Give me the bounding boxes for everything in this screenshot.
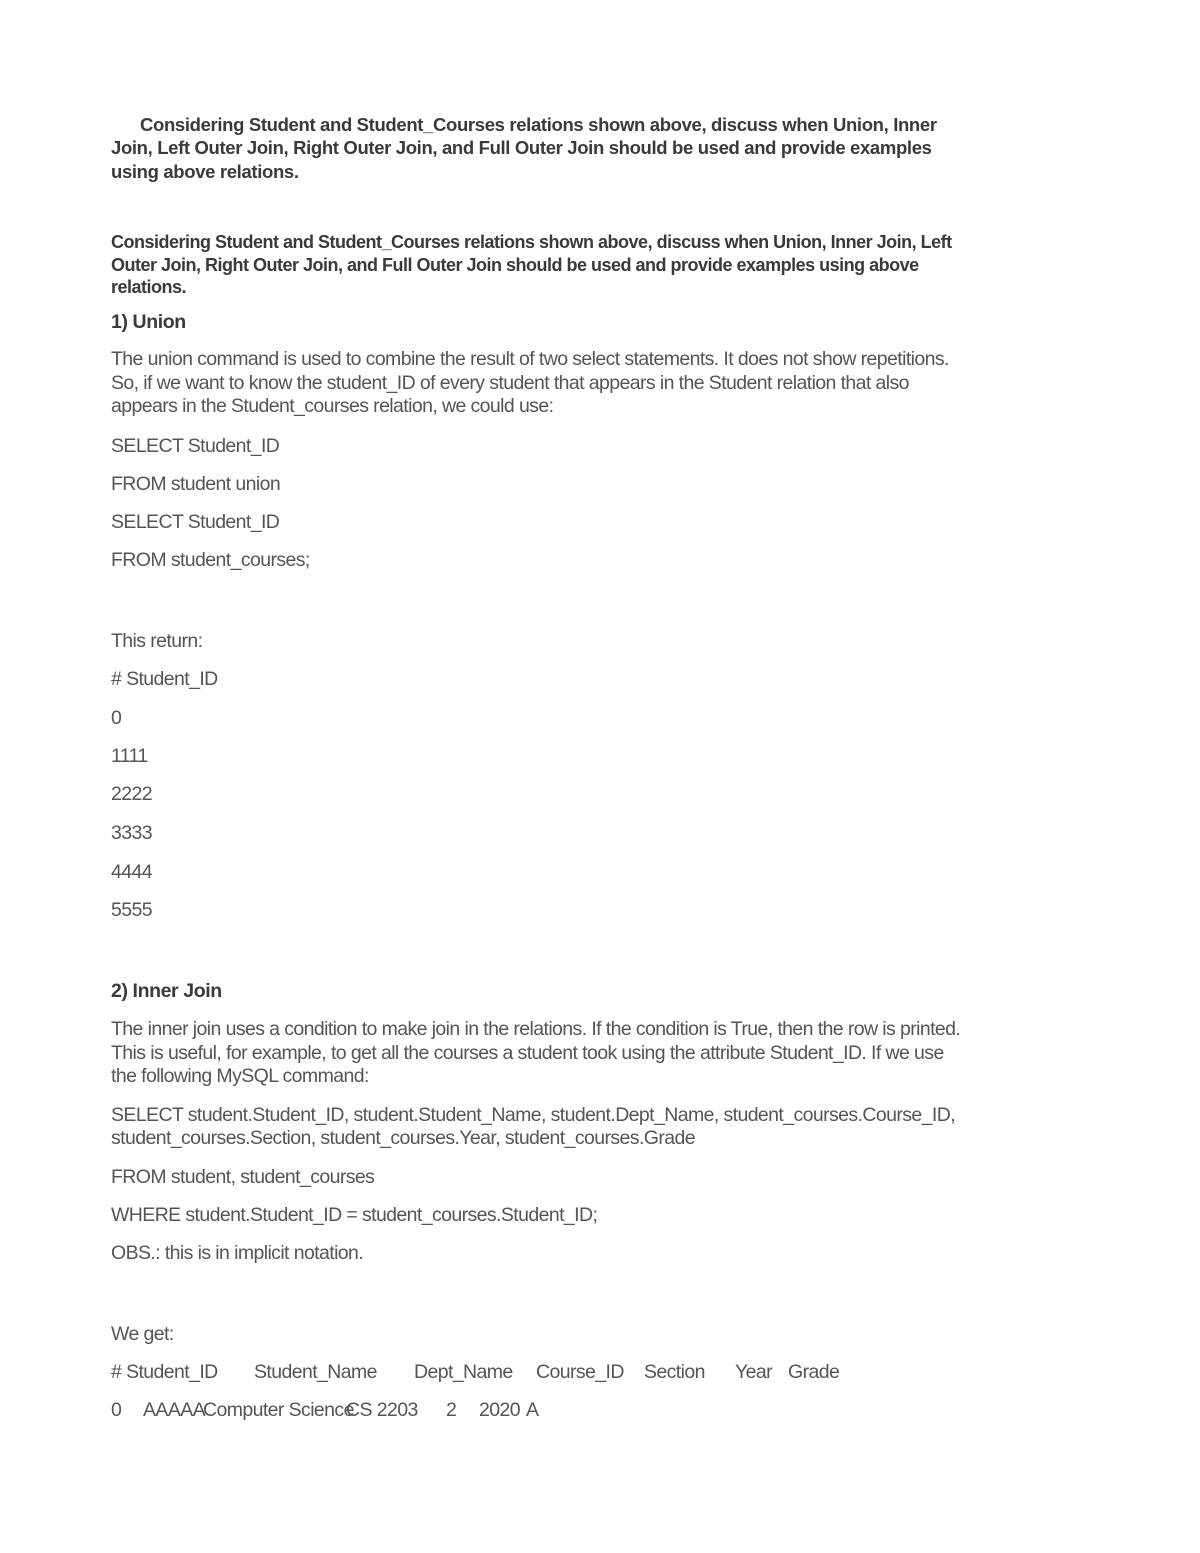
union-result-intro: This return: [111,630,203,652]
section-heading-union: 1) Union [111,311,186,333]
question-repeat-line-3: relations. [111,277,187,297]
cell-section: 2 [446,1399,457,1421]
intro-question-line-1: Considering Student and Student_Courses relations shown above, discuss when Union, Inner [140,114,937,135]
inner-join-result-row [111,1398,538,1422]
column-header: # Student_ID [111,1361,218,1383]
inner-join-from-line: FROM student, student_courses [111,1166,375,1188]
question-repeat-line-2: Outer Join, Right Outer Join, and Full Outer Join should be used and provide examples using above [111,255,919,275]
union-paragraph-line-1: The union command is used to combine the result of two select statements. It does not show repetitions. [111,348,949,370]
union-query-line-4: FROM student_courses; [111,549,310,571]
union-query-line-3: SELECT Student_ID [111,511,280,533]
union-result-header: # Student_ID [111,668,218,690]
cell-course-id: CS 2203 [346,1399,418,1421]
section-heading-inner-join: 2) Inner Join [111,980,222,1002]
union-result-row: 1111 [111,745,148,767]
union-result-row: 5555 [111,899,152,921]
inner-join-paragraph-line-1: The inner join uses a condition to make join in the relations. If the condition is True, then the row is printed. [111,1018,961,1040]
intro-question-line-2: Join, Left Outer Join, Right Outer Join, and Full Outer Join should be used and provide examples [111,137,932,158]
union-result-row: 0 [111,707,122,729]
inner-join-note: OBS.: this is in implicit notation. [111,1242,364,1264]
cell-year: 2020 [479,1399,520,1421]
cell-student-id: 0 [111,1399,122,1421]
column-header: Section [644,1361,705,1383]
cell-grade: A [526,1399,539,1421]
union-paragraph-line-3: appears in the Student_courses relation, we could use: [111,395,554,417]
column-header: Dept_Name [414,1361,513,1383]
inner-join-where-line: WHERE student.Student_ID = student_courses.Student_ID; [111,1204,598,1226]
union-result-row: 4444 [111,861,152,883]
column-header: Grade [788,1361,840,1383]
cell-student-name: AAAAA [143,1399,206,1421]
column-header: Year [735,1361,772,1383]
inner-join-paragraph-line-3: the following MySQL command: [111,1065,369,1087]
question-repeat-line-1: Considering Student and Student_Courses relations shown above, discuss when Union, Inner Join, Left [111,232,952,252]
cell-dept-name: Computer Science [203,1399,354,1421]
inner-join-select-line-1: SELECT student.Student_ID, student.Student_Name, student.Dept_Name, student_courses.Course_ID, [111,1104,956,1126]
inner-join-paragraph-line-2: This is useful, for example, to get all the courses a student took using the attribute Student_ID. If we use [111,1042,944,1064]
union-query-line-2: FROM student union [111,473,281,495]
union-result-row: 3333 [111,822,152,844]
union-paragraph-line-2: So, if we want to know the student_ID of every student that appears in the Student relation that also [111,372,909,394]
intro-question-line-3: using above relations. [111,161,299,182]
column-header: Student_Name [254,1361,377,1383]
inner-join-result-header-row [111,1360,839,1384]
union-result-row: 2222 [111,783,152,805]
column-header: Course_ID [536,1361,624,1383]
inner-join-select-line-2: student_courses.Section, student_courses.Year, student_courses.Grade [111,1127,695,1149]
union-query-line-1: SELECT Student_ID [111,435,280,457]
inner-join-result-intro: We get: [111,1323,174,1345]
